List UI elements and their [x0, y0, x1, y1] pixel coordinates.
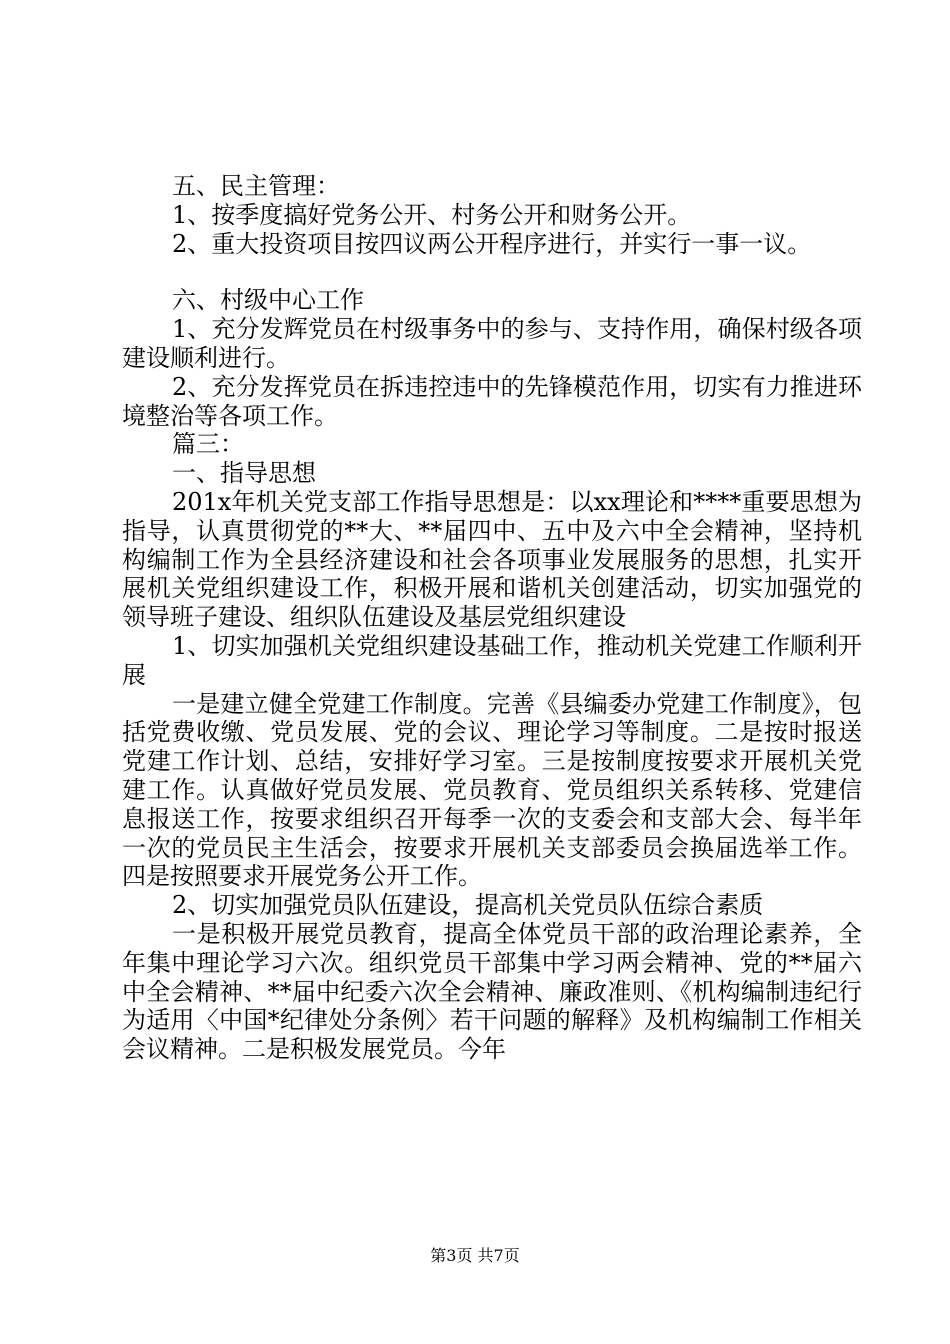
paragraph: 1、按季度搞好党务公开、村务公开和财务公开。 — [172, 200, 692, 229]
paragraph: 一是积极开展党员教育，提高全体党员干部的政治理论素养，全年集中理论学习六次。组织党员干部集中学习两会精神、党的**届六中全会精神、**届中纪委六次全会精神、廉政准则、《机构编制违纪行为适用〈中国*纪律处分条例〉若干问题的解释》及机构编制工作相关会议精神。二是积极发展党员。今年 — [122, 919, 862, 1064]
paragraph: 2、充分发挥党员在拆违控违中的先锋模范作用，切实有力推进环境整治等各项工作。 — [122, 372, 862, 430]
paragraph: 1、切实加强机关党组织建设基础工作，推动机关党建工作顺利开展 — [122, 631, 862, 689]
paragraph: 2、重大投资项目按四议两公开程序进行，并实行一事一议。 — [172, 229, 812, 258]
section-heading: 一、指导思想 — [172, 459, 316, 488]
document-body — [122, 172, 862, 1064]
section-heading: 篇三： — [172, 430, 244, 459]
page-footer: 第3页 共7页 — [430, 1246, 520, 1265]
section-heading: 六、村级中心工作 — [172, 286, 364, 315]
paragraph: 1、充分发辉党员在村级事务中的参与、支持作用，确保村级各项建设顺利进行。 — [122, 315, 862, 372]
paragraph: 2、切实加强党员队伍建设，提高机关党员队伍综合素质 — [172, 891, 764, 920]
paragraph: 201x年机关党支部工作指导思想是：以xx理论和****重要思想为指导，认真贯彻党的**大、**届四中、五中及六中全会精神，坚持机构编制工作为全县经济建设和社会各项事业发展服务的思想，扎实开展机关党组织建设工作，积极开展和谐机关创建活动，切实加强党的领导班子建设、组织队伍建设及基层党组织建设 — [122, 487, 862, 632]
paragraph: 一是建立健全党建工作制度。完善《县编委办党建工作制度》，包括党费收缴、党员发展、党的会议、理论学习等制度。二是按时报送党建工作计划、总结，安排好学习室。三是按制度按要求开展机关党建工作。认真做好党员发展、党员教育、党员组织关系转移、党建信息报送工作，按要求组织召开每季一次的支委会和支部大会、每半年一次的党员民主生活会，按要求开展机关支部委员会换届选举工作。四是按照要求开展党务公开工作。 — [122, 689, 862, 891]
paragraph: 五、民主管理： — [172, 172, 340, 200]
paragraph-gap — [122, 258, 862, 286]
